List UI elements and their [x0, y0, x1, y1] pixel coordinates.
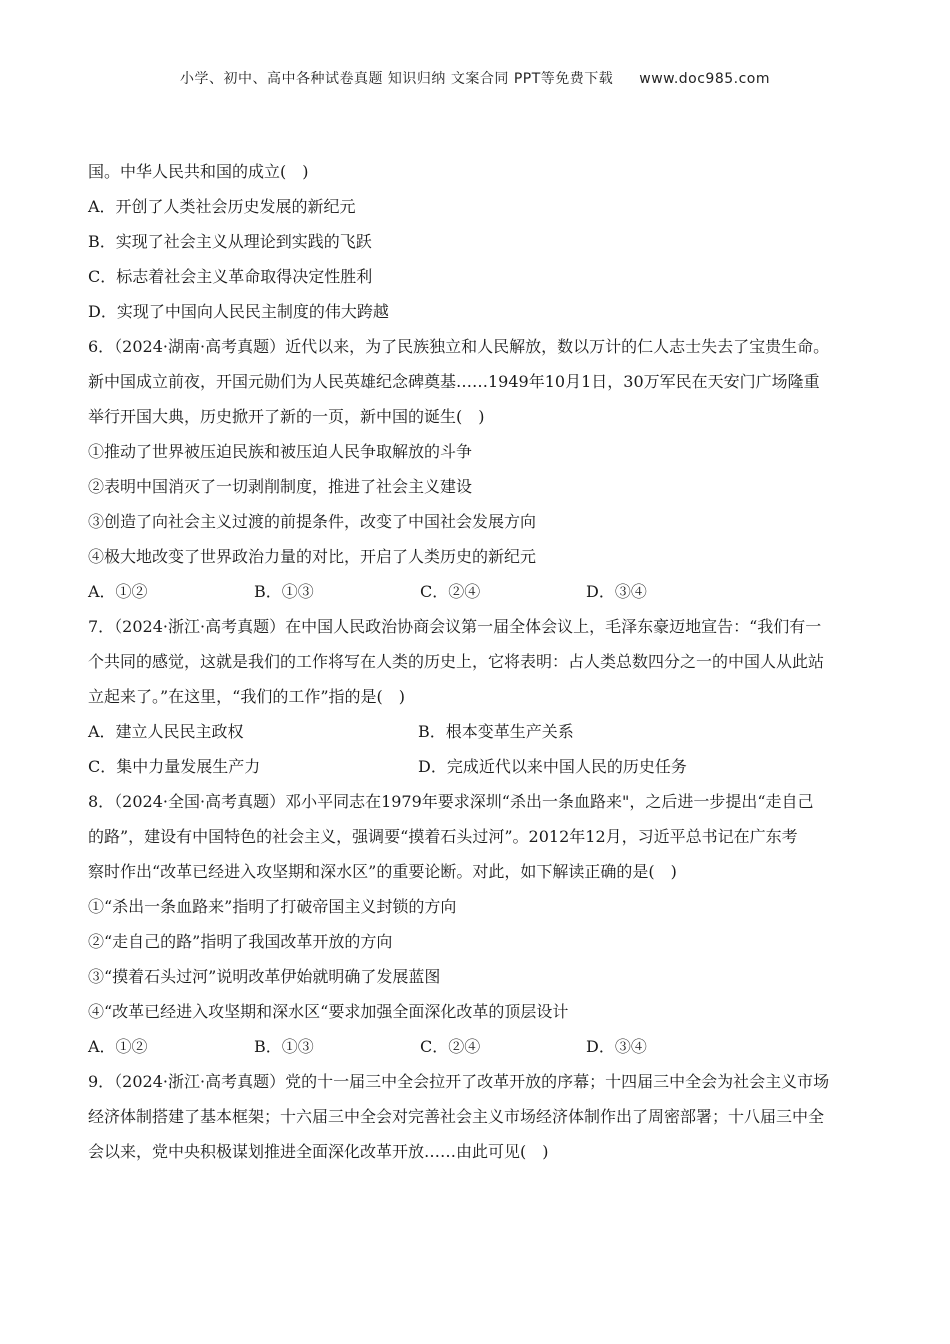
q7-stem-line: 7．（2024·浙江·高考真题）在中国人民政治协商会议第一届全体会议上，毛泽东豪迈地宣告：“我们有一 — [88, 617, 822, 636]
q5-option-d: D．实现了中国向人民民主制度的伟大跨越 — [88, 302, 389, 321]
q7-stem-line: 个共同的感觉，这就是我们的工作将写在人类的历史上，它将表明：占人类总数四分之一的中国人从此站 — [88, 652, 825, 671]
q6-option-d: D．③④ — [586, 582, 647, 601]
q5-option-b: B．实现了社会主义从理论到实践的飞跃 — [88, 232, 372, 251]
q8-statement-2: ②“走自己的路”指明了我国改革开放的方向 — [88, 932, 393, 951]
q8-option-d: D．③④ — [586, 1037, 647, 1056]
q7-option-d: D．完成近代以来中国人民的历史任务 — [418, 757, 687, 776]
q8-option-c: C．②④ — [420, 1037, 481, 1056]
q6-option-a: A．①② — [88, 582, 148, 601]
q7-option-b: B．根本变革生产关系 — [418, 722, 574, 741]
q6-stem-line: 6．（2024·湖南·高考真题）近代以来，为了民族独立和人民解放，数以万计的仁人志士失去了宝贵生命。 — [88, 337, 830, 356]
page-header — [0, 68, 950, 88]
q6-stem-line: 举行开国大典，历史掀开了新的一页，新中国的诞生( ) — [88, 407, 485, 426]
q7-options-row-1 — [88, 715, 860, 750]
q5-option-a: A．开创了人类社会历史发展的新纪元 — [88, 197, 356, 216]
q6-stem-line: 新中国成立前夜，开国元勋们为人民英雄纪念碑奠基……1949年10月1日，30万军民在天安门广场隆重 — [88, 372, 820, 391]
q6-statement-4: ④极大地改变了世界政治力量的对比，开启了人类历史的新纪元 — [88, 547, 537, 566]
q7-options-row-2 — [88, 750, 860, 785]
q9-stem-line: 会以来，党中央积极谋划推进全面深化改革开放……由此可见( ) — [88, 1142, 549, 1161]
q8-stem-line: 的路”，建设有中国特色的社会主义，强调要“摸着石头过河”。2012年12月，习近平总书记在广东考 — [88, 827, 798, 846]
document-body — [88, 155, 860, 1170]
q6-options — [88, 575, 860, 610]
header-text: 小学、初中、高中各种试卷真题 知识归纳 文案合同 PPT等免费下载 — [179, 71, 614, 87]
q8-statement-1: ①“杀出一条血路来”指明了打破帝国主义封锁的方向 — [88, 897, 457, 916]
q9-stem-line: 9．（2024·浙江·高考真题）党的十一届三中全会拉开了改革开放的序幕；十四届三中全会为社会主义市场 — [88, 1072, 830, 1091]
q5-stem-tail: 国。中华人民共和国的成立( ) — [88, 162, 309, 181]
q6-option-c: C．②④ — [420, 582, 481, 601]
q6-option-b: B．①③ — [254, 582, 314, 601]
q8-stem-line: 8．（2024·全国·高考真题）邓小平同志在1979年要求深圳“杀出一条血路来"，之后进一步提出“走自己 — [88, 792, 814, 811]
q7-option-a: A．建立人民民主政权 — [88, 722, 244, 741]
q8-options — [88, 1030, 860, 1065]
header-site-link[interactable]: www.doc985.com — [639, 71, 771, 87]
q6-statement-3: ③创造了向社会主义过渡的前提条件，改变了中国社会发展方向 — [88, 512, 537, 531]
q8-option-b: B．①③ — [254, 1037, 314, 1056]
q9-stem-line: 经济体制搭建了基本框架；十六届三中全会对完善社会主义市场经济体制作出了周密部署；十八届三中全 — [88, 1107, 825, 1126]
q6-statement-1: ①推动了世界被压迫民族和被压迫人民争取解放的斗争 — [88, 442, 473, 461]
q8-stem-line: 察时作出“改革已经进入攻坚期和深水区”的重要论断。对此，如下解读正确的是( ) — [88, 862, 677, 881]
q5-option-c: C．标志着社会主义革命取得决定性胜利 — [88, 267, 373, 286]
q7-option-c: C．集中力量发展生产力 — [88, 757, 261, 776]
q8-option-a: A．①② — [88, 1037, 148, 1056]
q8-statement-4: ④“改革已经进入攻坚期和深水区“要求加强全面深化改革的顶层设计 — [88, 1002, 569, 1021]
q7-stem-line: 立起来了。”在这里，“我们的工作”指的是( ) — [88, 687, 406, 706]
q6-statement-2: ②表明中国消灭了一切剥削制度，推进了社会主义建设 — [88, 477, 473, 496]
q8-statement-3: ③“摸着石头过河”说明改革伊始就明确了发展蓝图 — [88, 967, 441, 986]
